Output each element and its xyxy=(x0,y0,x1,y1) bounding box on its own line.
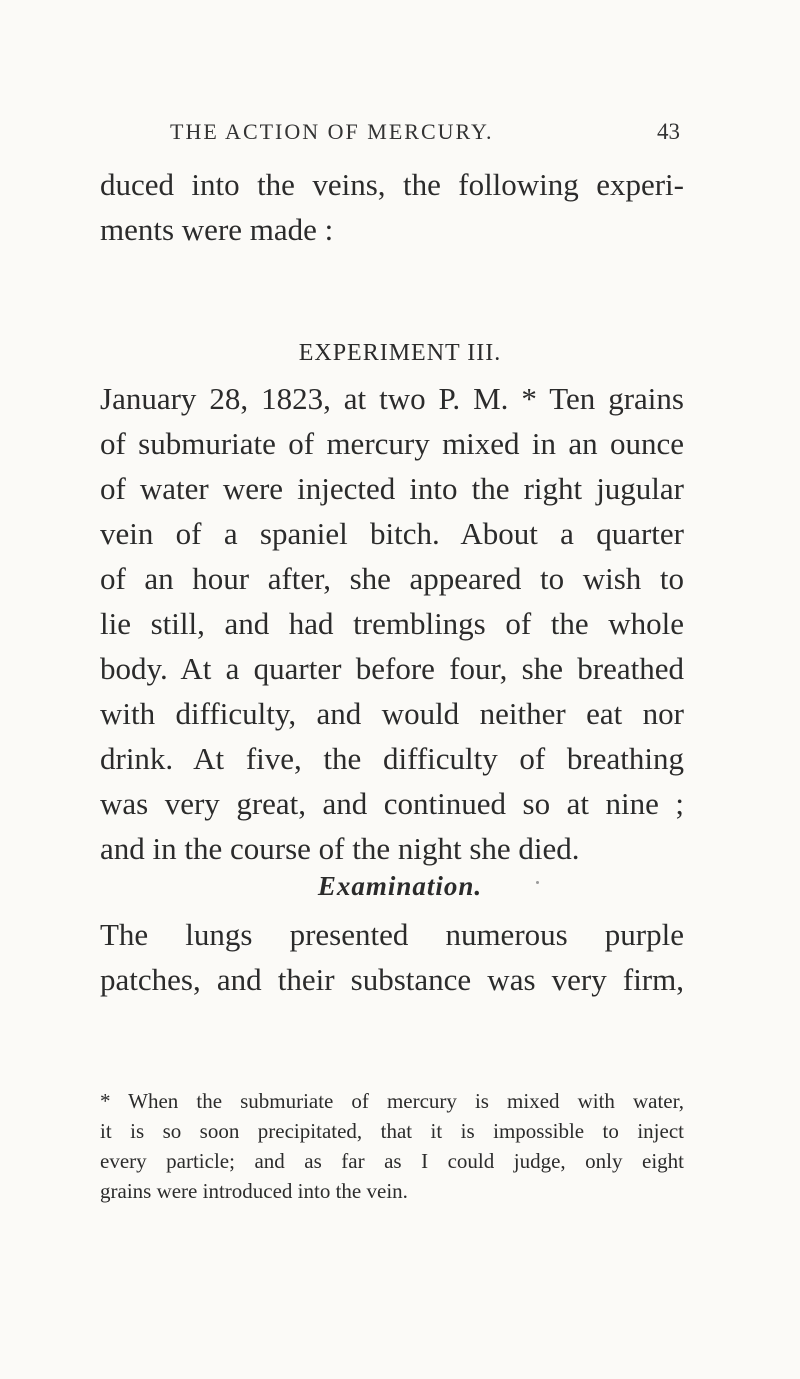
text-line: was very great, and continued so at nine ; xyxy=(100,786,684,821)
examination-heading: Examination. xyxy=(317,871,483,901)
intro-paragraph xyxy=(100,162,684,252)
experiment-paragraph xyxy=(100,376,684,871)
footnote-line: it is so soon precipitated, that it is impossible to inject xyxy=(100,1119,684,1143)
text-line: body. At a quarter before four, she breathed xyxy=(100,651,684,686)
text-line: The lungs presented numerous purple xyxy=(100,917,684,952)
text-line: of water were injected into the right jugular xyxy=(100,471,684,506)
page-number: 43 xyxy=(657,119,680,144)
text-line: drink. At five, the difficulty of breathing xyxy=(100,741,684,776)
text-line: with difficulty, and would neither eat nor xyxy=(100,696,684,731)
text-line: lie still, and had tremblings of the whole xyxy=(100,606,684,641)
text-line: of an hour after, she appeared to wish to xyxy=(100,561,684,596)
text-line: January 28, 1823, at two P. M. * Ten grains xyxy=(100,381,684,416)
text-line: ments were made : xyxy=(100,212,334,247)
text-line: of submuriate of mercury mixed in an ounce xyxy=(100,426,684,461)
running-title: THE ACTION OF MERCURY. xyxy=(170,119,494,144)
examination-paragraph xyxy=(100,912,684,1002)
experiment-heading: EXPERIMENT III. xyxy=(298,340,502,366)
footnote xyxy=(100,1086,684,1206)
footnote-line: grains were introduced into the vein. xyxy=(100,1179,408,1203)
text-line: vein of a spaniel bitch. About a quarter xyxy=(100,516,684,551)
footnote-line: * When the submuriate of mercury is mixed with water, xyxy=(100,1089,684,1113)
text-line: and in the course of the night she died. xyxy=(100,831,580,866)
text-line: duced into the veins, the following experi- xyxy=(100,167,684,202)
running-head xyxy=(120,119,680,149)
text-line: patches, and their substance was very firm, xyxy=(100,962,684,997)
footnote-line: every particle; and as far as I could judge, only eight xyxy=(100,1149,684,1173)
